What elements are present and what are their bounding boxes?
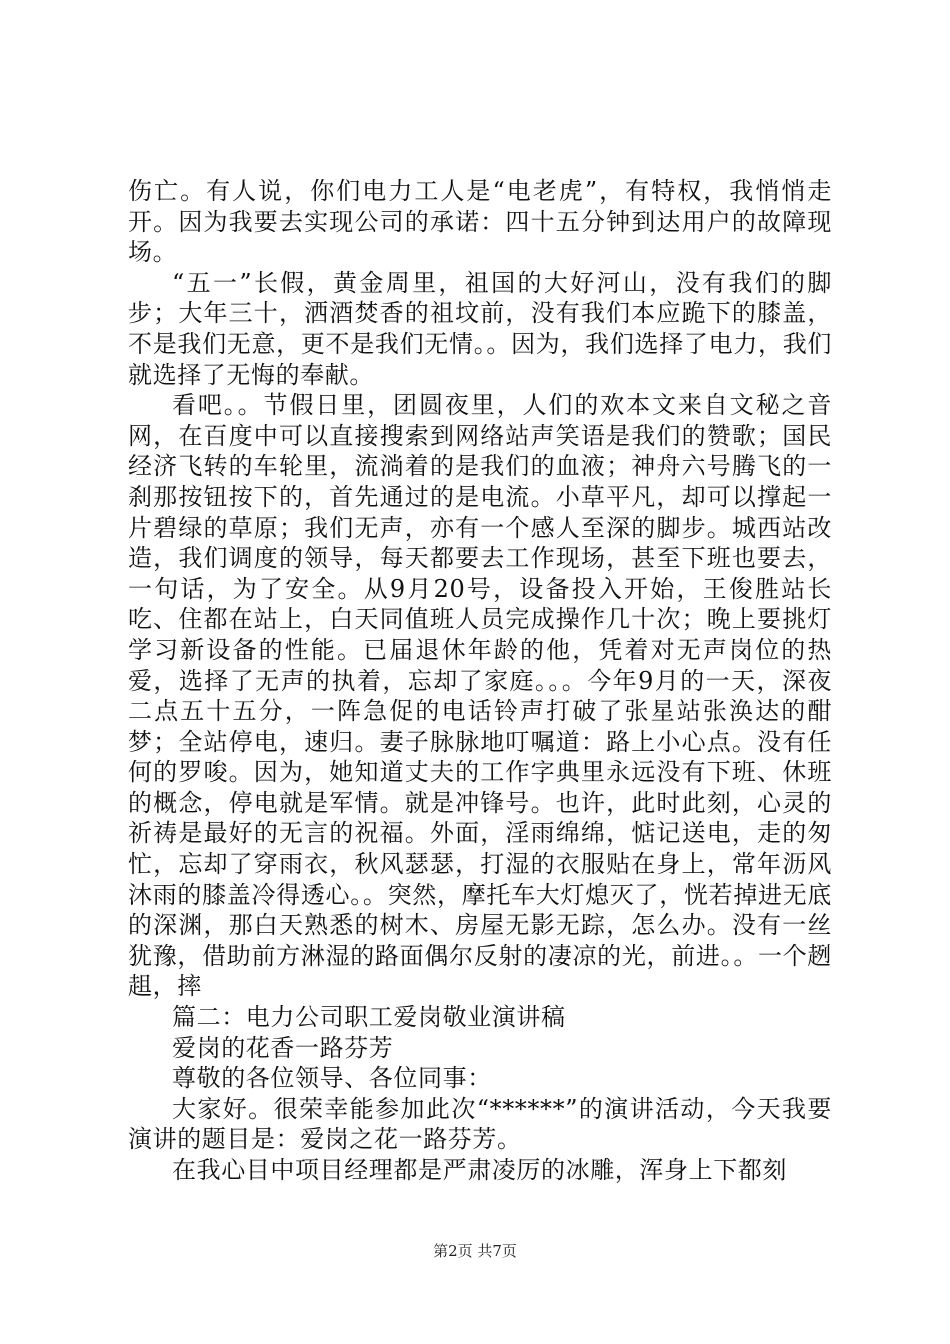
paragraph-2: “五一”长假，黄金周里，祖国的大好河山，没有我们的脚步；大年三十，洒酒焚香的祖坟前，没有我们本应跪下的膝盖，不是我们无意，更不是我们无情。。因为，我们选择了电力，我们就选择了无悔的奉献。 <box>128 268 832 389</box>
paragraph-1: 伤亡。有人说，你们电力工人是“电老虎”，有特权，我悄悄走开。因为我要去实现公司的承诺：四十五分钟到达用户的故障现场。 <box>128 177 832 267</box>
salutation: 尊敬的各位领导、各位同事： <box>172 1064 492 1093</box>
paragraph-last: 在我心目中项目经理都是严肃凌厉的冰雕，浑身上下都刻 <box>172 1156 787 1184</box>
section-heading: 篇二：电力公司职工爱岗敬业演讲稿 <box>172 1003 566 1032</box>
document-body <box>128 176 832 1186</box>
speech-title: 爱岗的花香一路芬芳 <box>172 1033 394 1062</box>
paragraph-greeting: 大家好。很荣幸能参加此次“******”的演讲活动，今天我要演讲的题目是：爱岗之花一路芬芳。 <box>128 1094 832 1154</box>
page-number-footer: 第2页 共7页 <box>433 1242 517 1260</box>
paragraph-3: 看吧。。节假日里，团圆夜里，人们的欢本文来自文秘之音网，在百度中可以直接搜索到网络站声笑语是我们的赞歌；国民经济飞转的车轮里，流淌着的是我们的血液；神舟六号腾飞的一刹那按钮按下的，首先通过的是电流。小草平凡，却可以撑起一片碧绿的草原；我们无声，亦有一个感人至深的脚步。城西站改造，我们调度的领导，每天都要去工作现场，甚至下班也要去，一句话，为了安全。从9月20号，设备投入开始，王俊胜站长吃、住都在站上，白天同值班人员完成操作几十次；晚上要挑灯学习新设备的性能。已届退休年龄的他，凭着对无声岗位的热爱，选择了无声的执着，忘却了家庭。。。今年9月的一天，深夜二点五十五分，一阵急促的电话铃声打破了张星站张涣达的酣梦；全站停电，速归。妻子脉脉地叮嘱道：路上小心点。没有任何的罗唆。因为，她知道丈夫的工作字典里永远没有下班、休班的概念，停电就是军情。就是冲锋号。也许，此时此刻，心灵的祈祷是最好的无言的祝福。外面，淫雨绵绵，惦记送电，走的匆忙，忘却了穿雨衣，秋风瑟瑟，打湿的衣服贴在身上，常年沥风沐雨的膝盖冷得透心。。突然，摩托车大灯熄灭了，恍若掉进无底的深渊，那白天熟悉的树木、房屋无影无踪，怎么办。没有一丝犹豫，借助前方淋湿的路面偶尔反射的凄凉的光，前进。。一个趔趄，摔 <box>128 391 832 1001</box>
